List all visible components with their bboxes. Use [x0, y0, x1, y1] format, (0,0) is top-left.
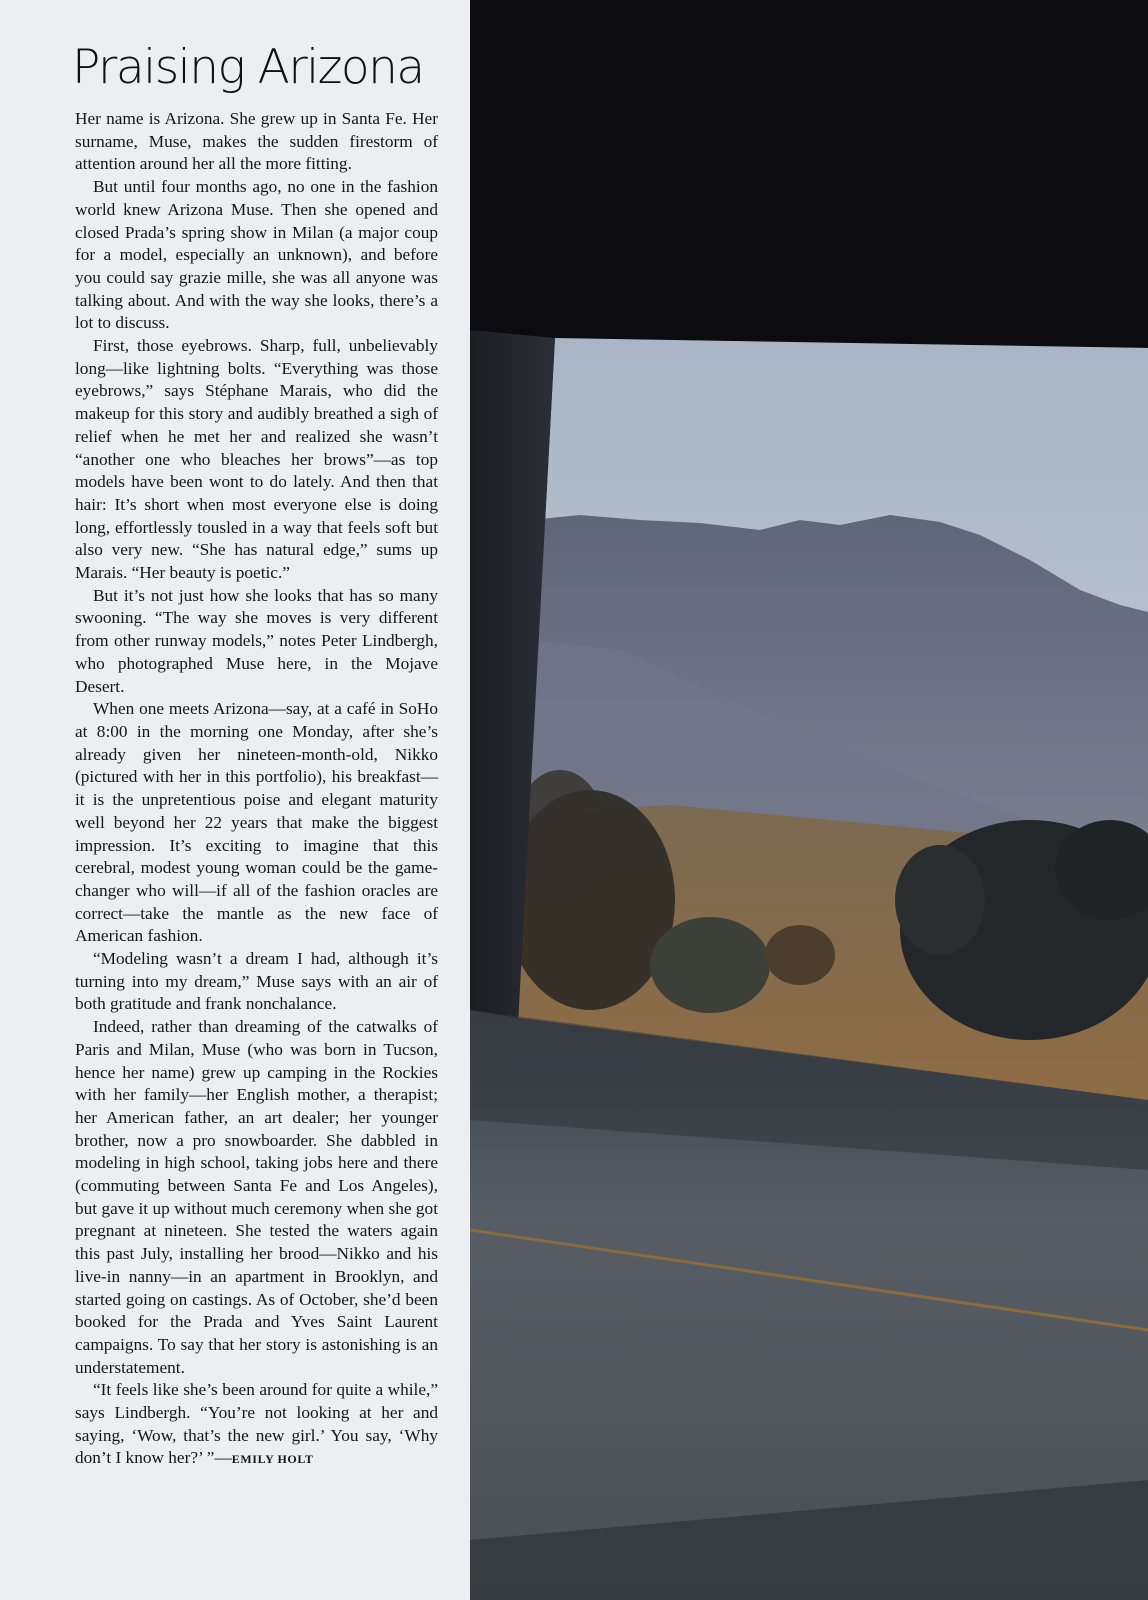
article-paragraph: Her name is Arizona. She grew up in Santa Fe. Her surname, Muse, makes the sudden firestorm of attention around her all the more fitting. [75, 109, 438, 174]
text-column [0, 0, 470, 1600]
article-paragraph: When one meets Arizona—say, at a café in SoHo at 8:00 in the morning one Monday, after she’s already given her nineteen-month-old, Nikko (pictured with her in this portfolio), his breakfast—it is the unpretentious poise and elegant maturity well beyond her 22 years that make the biggest impression. It’s exciting to imagine that this cerebral, modest young woman could be the game-changer who will—if all of the fashion oracles are correct—take the mantle as the new face of American fashion. [75, 699, 438, 946]
article-body [75, 108, 438, 1471]
article-paragraph: Indeed, rather than dreaming of the catwalks of Paris and Milan, Muse (who was born in Tucson, hence her name) grew up camping in the Rockies with her family—her English mother, a therapist; her American father, an art dealer; her younger brother, now a pro snowboarder. She dabbled in modeling in high school, taking jobs here and there (commuting between Santa Fe and Los Angeles), but gave it up without much ceremony when she got pregnant at nineteen. She tested the waters again this past July, installing her brood—Nikko and his live-in nanny—in an apartment in Brooklyn, and started going on castings. As of October, she’d been booked for the Prada and Yves Saint Laurent campaigns. To say that her story is astonishing is an understatement. [75, 1017, 438, 1377]
article-paragraph: But until four months ago, no one in the fashion world knew Arizona Muse. Then she opened and closed Prada’s spring show in Milan (a major coup for a model, especially an unknown), and before you could say grazie mille, she was all anyone was talking about. And with the way she looks, there’s a lot to discuss. [75, 177, 438, 333]
desert-landscape-photo [470, 0, 1148, 1600]
article-paragraph: First, those eyebrows. Sharp, full, unbelievably long—like lightning bolts. “Everything was those eyebrows,” says Stéphane Marais, who did the makeup for this story and audibly breathed a sigh of relief when he met her and realized she wasn’t “another one who bleaches her brows”—as top models have been wont to do lately. And then that hair: It’s short when most everyone else is doing long, effortlessly tousled in a way that feels soft but also very new. “She has natural edge,” sums up Marais. “Her beauty is poetic.” [75, 336, 438, 583]
article-paragraph: But it’s not just how she looks that has so many swooning. “The way she moves is very different from other runway models,” notes Peter Lindbergh, who photographed Muse here, in the Mojave Desert. [75, 585, 438, 696]
article-paragraph [75, 1379, 438, 1471]
article-paragraph: “Modeling wasn’t a dream I had, although it’s turning into my dream,” Muse says with an air of both gratitude and frank nonchalance. [75, 949, 438, 1014]
author-byline: EMILY HOLT [231, 1452, 314, 1467]
closing-quote: “It feels like she’s been around for quite a while,” says Lindbergh. “You’re not looking at her and saying, ‘Wow, that’s the new girl.’ You say, ‘Why don’t I know her?’ ”— [75, 1380, 438, 1468]
article-headline: Praising Arizona [72, 40, 424, 95]
